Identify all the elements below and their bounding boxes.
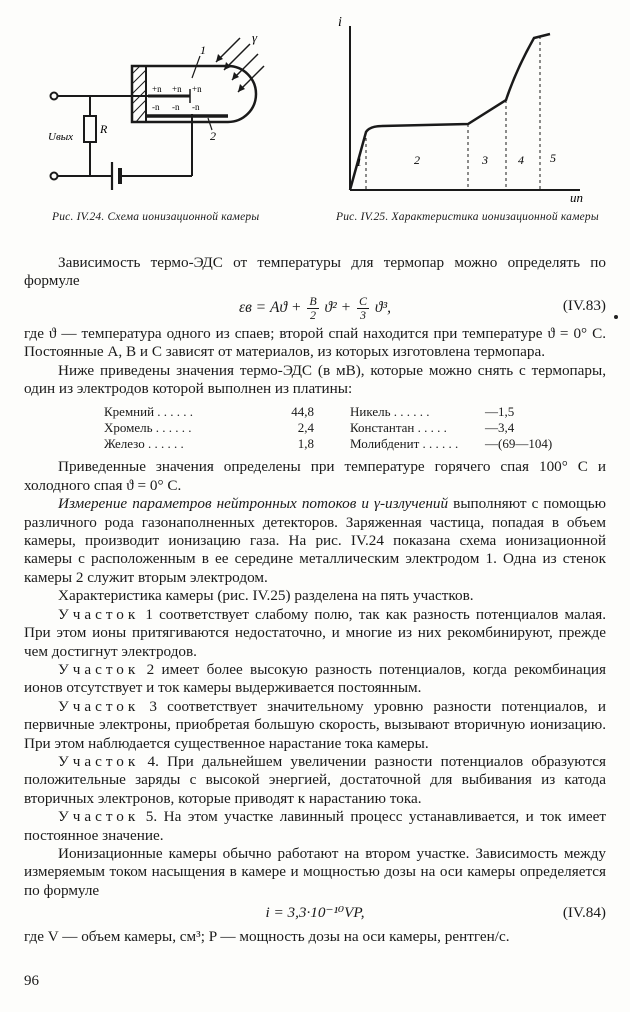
fig1-minus-3: -n: [192, 102, 200, 112]
values-left-column: [104, 404, 314, 452]
value-row: [104, 420, 314, 436]
fig1-label-u: Uвых: [48, 131, 74, 143]
value-row: [350, 420, 565, 436]
value-number: 2,4: [297, 420, 314, 436]
section-lead: Участок: [58, 808, 140, 826]
fig1-minus-2: -n: [172, 102, 180, 112]
paragraph-10: [24, 753, 606, 808]
paragraph-12: Ионизационные камеры обычно работают на втором участке. Зависимость между измеряемым током насыщения в камере и мощностью дозы на оси камеры определяется по формуле: [24, 844, 606, 899]
value-number: 1,8: [297, 436, 314, 452]
value-number: —(69—104): [485, 436, 553, 452]
fig1-plus-3: +n: [192, 84, 202, 94]
value-name: Никель . . . . . .: [350, 404, 430, 420]
paragraph-8: [24, 661, 606, 698]
paragraph-5-italic: Измерение параметров нейтронных потоков и γ-излучений: [58, 495, 449, 513]
paragraph-9: [24, 698, 606, 753]
fig2-section-3: 3: [482, 153, 488, 167]
formula-iv83-end: ϑ³,: [371, 298, 392, 316]
paragraph-11-rest: 5. На этом участке лавинный процесс устанавливается, и ток имеет постоянное значение.: [24, 808, 606, 844]
figure-chamber-characteristic: [330, 14, 600, 204]
fig1-label-gamma: γ: [252, 30, 258, 45]
fig2-section-4: 4: [518, 153, 524, 167]
section-lead: Участок: [58, 660, 140, 678]
formula-iv84: [24, 900, 606, 928]
formula-iv84-expr: i = 3,3·10⁻¹⁰VP,: [265, 904, 365, 922]
paragraph-6: Характеристика камеры (рис. IV.25) разделена на пять участков.: [58, 587, 474, 605]
fraction-c-3: [357, 295, 369, 322]
body-text: [24, 254, 606, 947]
fraction-3: 3: [360, 307, 366, 322]
paragraph-2: где ϑ — температура одного из спаев; второй спай находится при температуре ϑ = 0° С. Постоянные A, B и C зависят от материалов, из которых изготовлена термопара.: [24, 324, 606, 361]
paragraph-3: Ниже приведены значения термо-ЭДС (в мВ), которые можно снять с термопары, один из электродов которой выполнен из платины:: [24, 361, 606, 398]
formula-iv83-expr: [24, 295, 606, 322]
fig1-minus-1: -n: [152, 102, 160, 112]
fig2-section-1: 1: [356, 155, 362, 169]
paragraph-13: где V — объем камеры, см³; P — мощность дозы на оси камеры, рентген/с.: [24, 928, 510, 946]
value-number: —3,4: [485, 420, 515, 436]
fig1-label-r: R: [100, 122, 108, 136]
value-name: Константан . . . . .: [350, 420, 447, 436]
fraction-2: 2: [309, 307, 316, 322]
section-lead: Участок: [58, 752, 140, 770]
paragraph-5-rest: выполняют с помощью различного рода газонаполненных детекторов. Заряженная частица, попадая в объем камеры, производит ионизацию газа. На рис. IV.24 показана схема ионизационной камеры с расположенным в ее середине металлическим электродом 1. Одна из стенок камеры 2 служит вторым электродом.: [24, 495, 606, 586]
paragraph-11: [24, 808, 606, 845]
value-row: [104, 436, 314, 452]
fraction-b: B: [309, 293, 317, 308]
paragraph-7: [24, 606, 606, 661]
section-lead: Участок: [58, 605, 140, 623]
value-number: —1,5: [485, 404, 515, 420]
formula-number-iv84: (IV.84): [562, 904, 606, 922]
value-name: Кремний . . . . . .: [104, 404, 194, 420]
value-row: [104, 404, 314, 420]
formula-iv83: [24, 291, 606, 325]
emf-values-table: [104, 404, 606, 452]
paragraph-5: [24, 495, 606, 587]
fig1-plus-2: +n: [172, 84, 182, 94]
figure-caption-iv25: Рис. IV.25. Характеристика ионизационной камеры: [336, 211, 599, 223]
stray-dot: [614, 315, 618, 319]
values-right-column: [350, 404, 565, 452]
paragraph-8-rest: 2 имеет более высокую разность потенциалов, когда рекомбинация ионов отсутствует и ток камеры выдерживается постоянным.: [24, 660, 606, 697]
value-name: Молибденит . . . . . .: [350, 436, 459, 452]
paragraph-1: Зависимость термо-ЭДС от температуры для термопар можно определять по формуле: [24, 254, 606, 290]
section-lead: Участок: [58, 697, 140, 715]
fig1-plus-1: +n: [152, 84, 162, 94]
formula-iv83-lhs: εв = Aϑ +: [238, 298, 306, 316]
figure-caption-iv24: Рис. IV.24. Схема ионизационной камеры: [52, 211, 260, 223]
fig2-x-label: uп: [570, 190, 583, 204]
value-row: [350, 404, 565, 420]
fig2-y-label: i: [338, 15, 342, 30]
fig1-label-1: 1: [200, 43, 206, 57]
paragraph-4: Приведенные значения определены при температуре горячего спая 100° С и холодного спая ϑ = 0° С.: [24, 458, 606, 494]
figure-ionization-chamber-schematic: [40, 30, 270, 210]
value-row: [350, 436, 565, 452]
paragraph-10-rest: 4. При дальнейшем увеличении разности потенциалов образуются положительные заряды с высокой энергией, достаточной для выбивания из катода вторичных электронов, которые приводят к нарастанию тока.: [24, 752, 606, 807]
fig1-label-2: 2: [210, 129, 216, 143]
value-name: Хромель . . . . . .: [104, 420, 192, 436]
value-number: 44,8: [291, 404, 314, 420]
paragraph-7-rest: 1 соответствует слабому полю, так как разность потенциалов малая. При этом ионы притягиваются недостаточно, и многие из них рекомбинируют, прежде чем достигнут электродов.: [24, 605, 606, 660]
fraction-b-2: [307, 295, 318, 322]
paragraph-9-rest: 3 соответствует значительному уровню разности потенциалов, и первичные электроны, приобретая большую скорость, вызывают вторичную ионизацию. При этом наблюдается существенное нарастание тока камеры.: [24, 697, 606, 752]
fig2-section-2: 2: [414, 153, 420, 167]
page-number: 96: [24, 973, 39, 989]
fig2-section-5: 5: [550, 151, 556, 165]
formula-number-iv83: (IV.83): [562, 296, 606, 314]
fraction-c: C: [359, 293, 368, 308]
formula-iv83-mid: ϑ² +: [320, 298, 355, 316]
value-name: Железо . . . . . .: [104, 436, 184, 452]
